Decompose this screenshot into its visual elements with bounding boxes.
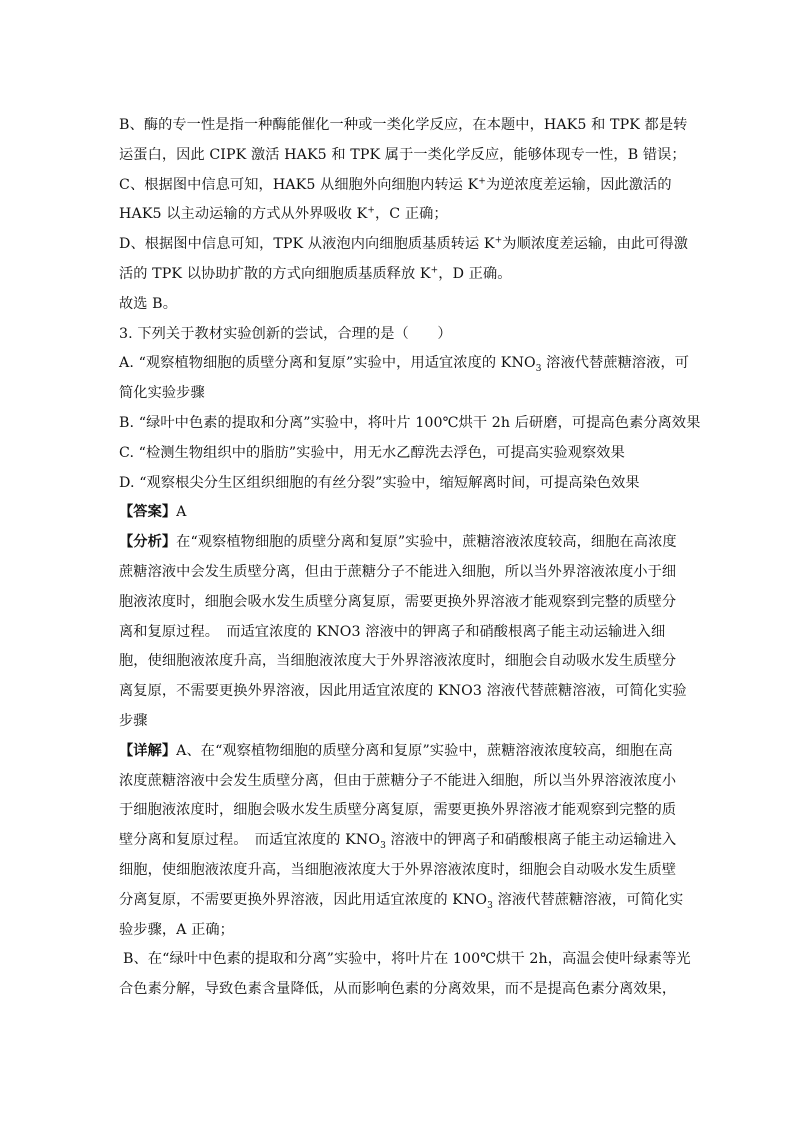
subscript: 3: [380, 840, 386, 851]
text-line: B、酶的专一性是指一种酶能催化一种或一类化学反应，在本题中，HAK5 和 TPK 都是转: [119, 117, 688, 133]
subscript: 3: [487, 900, 493, 911]
text-line: 壁分离和复原过程。 而适宜浓度的 $KNO_3$ 溶液中的钾离子和硝酸根离子能主动运输进入: [119, 832, 677, 851]
analysis-line: 【分析】在“观察植物细胞的质壁分离和复原”实验中，蔗糖溶液浓度较高，细胞在高浓度: [119, 534, 677, 551]
option-d: D. “观察根尖分生区组织细胞的有丝分裂”实验中，缩短解离时间，可提高染色效果: [119, 474, 640, 491]
answer-label: 【答案】: [119, 504, 177, 521]
text-line: 胞，使细胞液浓度升高，当细胞液浓度大于外界溶液浓度时，细胞会自动吸水发生质壁分: [119, 653, 677, 670]
superscript: +: [430, 265, 439, 276]
analysis-label: 【分析】: [119, 534, 177, 551]
text-line: 分离复原，不需要更换外界溶液，因此用适宜浓度的 $KNO_3$ 溶液代替蔗糖溶液，可简化实: [119, 891, 684, 911]
text-line: 蔗糖溶液中会发生质壁分离，但由于蔗糖分子不能进入细胞，所以当外界溶液浓度小于细: [119, 563, 677, 580]
text-line: 浓度蔗糖溶液中会发生质壁分离，但由于蔗糖分子不能进入细胞，所以当外界溶液浓度小: [119, 772, 677, 789]
text-line: 合色素分解，导致色素含量降低，从而影响色素的分离效果，而不是提高色素分离效果，: [119, 981, 677, 998]
option-c: C. “检测生物组织中的脂肪”实验中，用无水乙醇洗去浮色，可提高实验观察效果: [119, 444, 625, 461]
option-a-cont: 简化实验步骤: [119, 385, 205, 402]
detail-line: 【详解】A、在“观察植物细胞的质壁分离和复原”实验中，蔗糖溶液浓度较高，细胞在高: [119, 742, 673, 759]
detail-label: 【详解】: [119, 742, 177, 759]
text-line: 步骤: [119, 712, 148, 729]
text-line: 运蛋白，因此 CIPK 激活 HAK5 和 TPK 属于一类化学反应，能够体现专一性，B 错误；: [119, 146, 686, 163]
superscript: +: [494, 235, 503, 246]
document-body: [119, 111, 701, 1005]
subscript: 3: [535, 364, 542, 375]
answer-conclusion: 故选 B。: [119, 295, 177, 312]
text-line: B、在“绿叶中色素的提取和分离”实验中，将叶片在 100℃烘干 2h，高温会使叶绿素等光: [123, 951, 691, 968]
superscript: +: [478, 175, 486, 186]
text-line: 活的 TPK 以协助扩散的方式向细胞质基质释放 K+，D 正确。: [119, 265, 512, 282]
text-line: C、根据图中信息可知，HAK5 从细胞外向细胞内转运 K+为逆浓度差运输，因此激活的: [119, 175, 672, 193]
option-b: B. “绿叶中色素的提取和分离”实验中，将叶片 100℃烘干 2h 后研磨，可提高色素分离效果: [119, 414, 701, 431]
text-line: 离复原，不需要更换外界溶液，因此用适宜浓度的 KNO3 溶液代替蔗糖溶液，可简化实验: [119, 683, 687, 700]
text-line: 于细胞液浓度时，细胞会吸水发生质壁分离复原，需要更换外界溶液才能观察到完整的质: [119, 802, 677, 819]
superscript: +: [367, 205, 375, 216]
text-line: 细胞，使细胞液浓度升高，当细胞液浓度大于外界溶液浓度时，细胞会自动吸水发生质壁: [119, 861, 677, 878]
text-line: 胞液浓度时，细胞会吸水发生质壁分离复原，需要更换外界溶液才能观察到完整的质壁分: [119, 593, 677, 610]
text-line: 验步骤，A 正确；: [119, 921, 234, 938]
option-a: A. “观察植物细胞的质壁分离和复原”实验中，用适宜浓度的 $KNO_3$ 溶液代替蔗糖溶液，可: [119, 355, 690, 375]
text-line: HAK5 以主动运输的方式从外界吸收 K+，C 正确；: [119, 205, 448, 223]
text-line: D、根据图中信息可知，TPK 从液泡内向细胞质基质转运 K+为顺浓度差运输，由此可得激: [119, 235, 689, 253]
text-line: 离和复原过程。 而适宜浓度的 KNO3 溶液中的钾离子和硝酸根离子能主动运输进入细: [119, 623, 666, 640]
question-stem: 3. 下列关于教材实验创新的尝试，合理的是（ ）: [119, 325, 452, 342]
answer-line: 【答案】A: [119, 504, 187, 521]
